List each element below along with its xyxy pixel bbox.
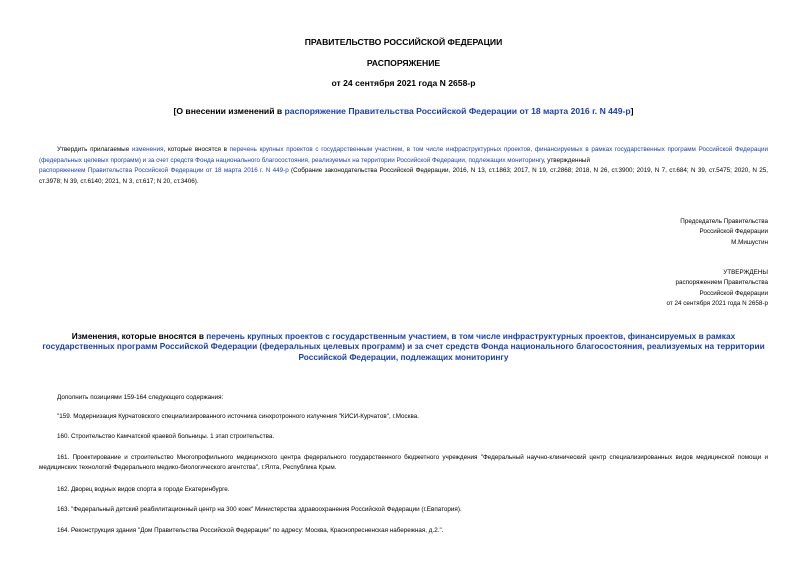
changes-title-prefix: Изменения, которые вносятся в (71, 331, 207, 341)
approved-date: от 24 сентября 2021 года N 2658-р (666, 300, 768, 308)
approved-by: распоряжением Правительства (675, 279, 768, 287)
list-item: 161. Проектирование и строительство Многопрофильного медицинского центра федерального государственного бюджетного учреждения "Федеральный научно-клинический центр специализированных видов медицинской помощи и медицинских технологий Федерального медико-биологического агентства", г.Ялта, Республика Крым. (39, 454, 768, 471)
changes-title-link[interactable]: перечень крупных проектов с государственным участием, в том числе инфраструктурных проектов, финансируемых в рамках государственных программ Российской Федерации (федеральных целевых программ) и за счет средств Фонда национального благосостояния, реализуемых на территории Российской Федерации, подлежащих мониторингу (42, 331, 765, 362)
subtitle-suffix: ] (630, 106, 634, 116)
signature-block (680, 217, 768, 248)
list-item: 164. Реконструкция здания "Дом Правительства Российской Федерации" по адресу: Москва, Краснопресненская набережная, д.2.". (57, 527, 444, 534)
list-item: 163. "Федеральный детский реабилитационный центр на 300 коек" Министерства здравоохранения Российской Федерации (г.Евпатория). (57, 506, 462, 513)
list-item: "159. Модернизация Курчатовского специализированного источника синхротронного излучения "КИСИ-Курчатов", г.Москва. (57, 413, 419, 420)
list-item: 160. Строительство Камчатской краевой больницы. 1 этап строительства. (57, 433, 275, 440)
approved-block (667, 268, 768, 310)
subtitle-link[interactable]: распоряжение Правительства Российской Федерации от 18 марта 2016 г. N 449-р (284, 106, 631, 116)
signature-position: Председатель Правительства (680, 218, 768, 225)
signature-government: Российской Федерации (699, 228, 768, 236)
project-list-link[interactable]: перечень крупных проектов с государственным участием, в том числе инфраструктурных проектов, финансируемых в рамках государственных программ Российской Федерации (федеральных целевых программ) и за счет средств Фонда национального благосостояния, реализуемых на территории Российской Федерации, подлежащих мониторингу (39, 146, 768, 164)
signature-name: М.Мишустин (731, 238, 768, 246)
changes-title (39, 331, 768, 362)
document-type-heading: РАСПОРЯЖЕНИЕ (366, 58, 441, 68)
subtitle-prefix: [О внесении изменений в (173, 106, 285, 116)
body-text-2: , которые вносятся в (163, 146, 230, 153)
document-date-number: от 24 сентября 2021 года N 2658-р (331, 78, 476, 88)
body-text-4: (Собрание законодательства Российской Федерации, 2016, N 13, ст.1863; 2017, N 19, ст.2868; 2018, N 26, ст.3900; 2019, N 7, ст.684; N 39, ст.5475; 2020, N 25, ст.3978; N 39, ст.6140; 2021, N 3, ст.617; N 20, ст.3406). (39, 167, 768, 185)
changes-link[interactable]: изменения (131, 146, 164, 153)
body-text-1: Утвердить прилагаемые (57, 146, 132, 153)
body-text-3: , утвержденный (543, 156, 590, 164)
document-subtitle (0, 106, 807, 116)
main-paragraph (39, 145, 768, 187)
list-item: Дополнить позициями 159-164 следующего содержания: (57, 394, 224, 401)
order-449-link[interactable]: распоряжением Правительства Российской Федерации от 18 марта 2016 г. N 449-р (39, 167, 289, 174)
approved-government: Российской Федерации (699, 289, 768, 297)
government-heading: ПРАВИТЕЛЬСТВО РОССИЙСКОЙ ФЕДЕРАЦИИ (304, 37, 503, 47)
approved-label: УТВЕРЖДЕНЫ (723, 269, 768, 276)
list-item: 162. Дворец водных видов спорта в городе Екатеринбурге. (57, 486, 230, 493)
